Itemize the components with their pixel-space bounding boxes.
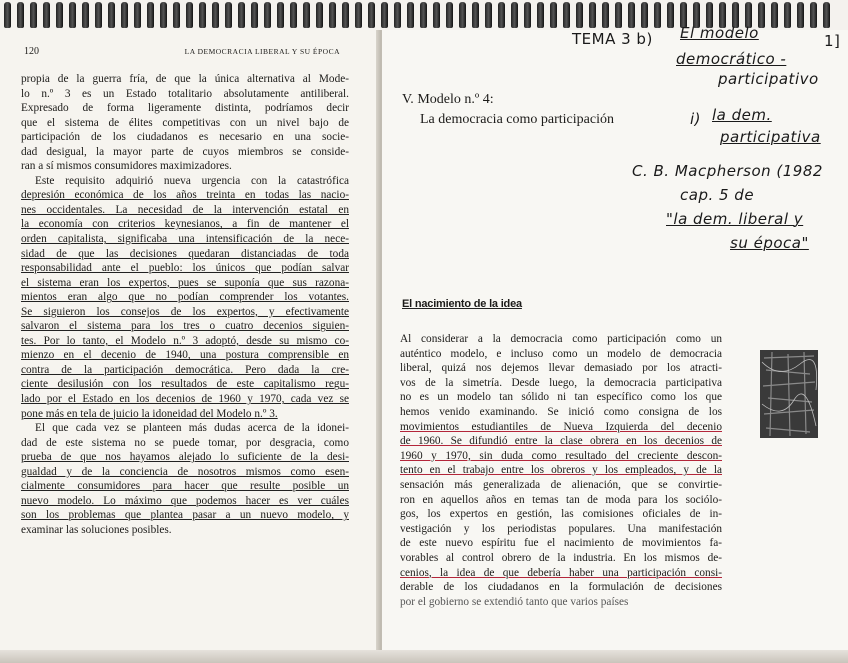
text-line: 1960 y 1970, sin duda como resultado del creciente descon- xyxy=(400,449,722,462)
text-line: propia de la guerra fría, de que la única alternativa al Mode- xyxy=(21,73,349,85)
spiral-coil xyxy=(4,2,11,28)
spiral-coil xyxy=(355,2,362,28)
text-line: responsabilidad ante el pueblo: los únicos que podían salvar xyxy=(21,262,349,275)
spiral-coil xyxy=(810,2,817,28)
text-line: dad de este sistema no se puede tomar, por desgracia, como xyxy=(21,436,349,449)
spiral-coil xyxy=(394,2,401,28)
spiral-coil xyxy=(550,2,557,28)
spiral-coil xyxy=(342,2,349,28)
spiral-coil xyxy=(602,2,609,28)
text-line: de 1960. Se difundió entre la clase obrera en los decenios de xyxy=(400,435,722,448)
spiral-coil xyxy=(82,2,89,28)
text-line: Al considerar a la democracia como participación como un xyxy=(400,333,722,345)
spiral-coil xyxy=(251,2,258,28)
spiral-coil xyxy=(485,2,492,28)
text-line: son los problemas que plantea pasar a un nuevo modelo, y xyxy=(21,509,349,522)
text-line: prueba de que nos hayamos alejado lo suficiente de la desi- xyxy=(21,451,349,464)
text-line: Este requisito adquirió nueva urgencia con la catastrófica xyxy=(35,174,349,187)
left-body-text xyxy=(21,72,349,538)
spiral-coil xyxy=(95,2,102,28)
right-page xyxy=(382,30,848,655)
text-line: Se siguieron los consejos de los expertos, y efectivamente xyxy=(21,305,349,318)
spiral-coil xyxy=(290,2,297,28)
spiral-coil xyxy=(784,2,791,28)
spiral-coil xyxy=(498,2,505,28)
text-line: ciente desilusión con los resultados de este capitalismo regu- xyxy=(21,378,349,391)
note-item-i-text-2: participativa xyxy=(720,128,821,146)
running-title: LA DEMOCRACIA LIBERAL Y SU ÉPOCA xyxy=(184,47,340,56)
spiral-coil xyxy=(303,2,310,28)
note-bracket: 1] xyxy=(824,32,841,50)
running-head xyxy=(24,46,360,57)
ink-stamp-image xyxy=(760,350,818,438)
text-line: vos de la simetría. Desde luego, la democracia participativa xyxy=(400,376,722,389)
text-line: mienzo en el decenio de 1940, una postura comprensible en xyxy=(21,349,349,362)
note-citation-3: "la dem. liberal y xyxy=(666,210,804,228)
text-line: auténtico modelo, e incluso como un modelo de democracia xyxy=(400,347,722,360)
note-tema: TEMA 3 b) xyxy=(572,30,653,48)
spiral-coil xyxy=(30,2,37,28)
text-line: examinar las soluciones posibles. xyxy=(21,523,172,536)
spiral-coil xyxy=(628,2,635,28)
section-title: Modelo n.º 4: xyxy=(417,92,494,107)
spiral-coil xyxy=(186,2,193,28)
spiral-coil xyxy=(108,2,115,28)
text-line: por el gobierno se extendió tanto que varios países xyxy=(400,595,629,608)
note-item-i: i) xyxy=(690,110,702,128)
text-line: mientos eran algo que no podían comprender los votantes. xyxy=(21,291,349,304)
text-line: pone más en tela de juicio la idoneidad del Modelo n.º 3. xyxy=(21,407,278,420)
spiral-coil xyxy=(758,2,765,28)
spiral-coil xyxy=(576,2,583,28)
text-line: ron en aquellos años en temas tan de moda para los sociólo- xyxy=(400,493,722,506)
spiral-coil xyxy=(771,2,778,28)
spiral-coil xyxy=(420,2,427,28)
text-line: derable de los ciudadanos en la formulación de decisiones xyxy=(400,581,722,594)
section-subtitle: La democracia como participación xyxy=(420,112,614,127)
spiral-coil xyxy=(459,2,466,28)
spiral-coil xyxy=(121,2,128,28)
spiral-coil xyxy=(823,2,830,28)
text-line: gos, los expertos en gestión, las comisiones oficiales de in- xyxy=(400,508,722,521)
text-line: sensación más generalizada de alienación, que se convirtie- xyxy=(400,478,722,491)
spiral-coil xyxy=(238,2,245,28)
text-line: tes. Por lo tanto, el Modelo n.º 3 adoptó, desde su mismo co- xyxy=(21,334,349,347)
spiral-coil xyxy=(563,2,570,28)
section-number: V. xyxy=(402,92,414,107)
text-line: no es un modelo tan sólido ni tan específico como los que xyxy=(400,391,722,404)
text-line: gualdad y de la conciencia de nosotros mismos como esen- xyxy=(21,465,349,478)
spiral-coil xyxy=(589,2,596,28)
text-line: dad desigual, la mayor parte de cuyos miembros se conside- xyxy=(21,145,349,158)
section-heading xyxy=(402,90,614,130)
spiral-coil xyxy=(277,2,284,28)
text-line: El que cada vez se planteen más dudas acerca de la idonei- xyxy=(35,422,349,435)
text-line: el sistema eran los expertos, pues se suponía que sus razona- xyxy=(21,276,349,289)
note-citation-2: cap. 5 de xyxy=(680,186,755,204)
text-line: hemos venido examinando. Se inició como consigna de los xyxy=(400,405,722,418)
text-line: participación de los ciudadanos es necesario en una socie- xyxy=(21,131,349,144)
spiral-coil xyxy=(43,2,50,28)
text-line: que el sistema de élites competitivas con un nivel bajo de xyxy=(21,116,349,129)
text-line: cenios, la idea de que debería haber una participación consi- xyxy=(400,566,722,579)
spiral-coil xyxy=(329,2,336,28)
spiral-coil xyxy=(173,2,180,28)
text-line: nuevo modelo. Lo máximo que podemos hacer es ver cuáles xyxy=(21,494,349,507)
spiral-coil xyxy=(56,2,63,28)
left-page xyxy=(0,30,380,655)
text-line: movimientos estudiantiles de Nueva Izquierda del decenio xyxy=(400,420,722,433)
spiral-coil xyxy=(160,2,167,28)
spiral-coil xyxy=(134,2,141,28)
spiral-coil xyxy=(797,2,804,28)
note-tema-title-3: participativo xyxy=(718,70,819,88)
text-line: tento en el trabajo entre los obreros y los empleados, y de la xyxy=(400,464,722,477)
text-line: vorables al control obrero de la industria. En los mismos de- xyxy=(400,551,722,564)
spiral-coil xyxy=(199,2,206,28)
spiral-coil xyxy=(147,2,154,28)
page-number: 120 xyxy=(24,46,39,57)
note-citation-4: su época" xyxy=(730,234,809,252)
page-bottom-edge xyxy=(0,650,848,663)
text-line: la economía con criterios keynesianos, a fin de mantener el xyxy=(21,218,349,231)
text-line: sidad de que las decisiones quedaran distanciadas de toda xyxy=(21,247,349,260)
text-line: salvaron el sistema para los tres o cuatro decenios siguien- xyxy=(21,320,349,333)
note-tema-title-2: democrático - xyxy=(676,50,787,68)
spiral-coil xyxy=(615,2,622,28)
text-line: liberal, quizá nos dejemos llevar demasiado por los atracti- xyxy=(400,362,722,375)
spiral-coil xyxy=(316,2,323,28)
text-line: depresión económica de los años treinta en todas las nacio- xyxy=(21,189,349,202)
spiral-coil xyxy=(524,2,531,28)
spiral-coil xyxy=(69,2,76,28)
note-citation-1: C. B. Macpherson (1982 xyxy=(632,162,823,180)
spiral-coil xyxy=(407,2,414,28)
text-line: Expresado de forma ligeramente distinta, podríamos decir xyxy=(21,102,349,115)
spiral-coil xyxy=(212,2,219,28)
text-line: nes occidentales. La necesidad de la intervención estatal en xyxy=(21,203,349,216)
right-body-text xyxy=(400,332,722,609)
spiral-coil xyxy=(264,2,271,28)
text-line: lado por el Estado en los decenios de 1960 y 1970, cada vez se xyxy=(21,393,349,406)
text-line: de este nuevo espíritu fue el nacimiento de movimientos fa- xyxy=(400,537,722,550)
spiral-coil xyxy=(654,2,661,28)
text-line: lo n.º 3 es un Estado totalitario absolutamente antiliberal. xyxy=(21,87,349,100)
spiral-coil xyxy=(368,2,375,28)
spiral-coil xyxy=(381,2,388,28)
spiral-coil xyxy=(537,2,544,28)
spiral-coil xyxy=(511,2,518,28)
spiral-coil xyxy=(472,2,479,28)
spiral-coil xyxy=(446,2,453,28)
text-line: ran a sí mismos consumidores maximizadores. xyxy=(21,160,232,173)
spiral-coil xyxy=(667,2,674,28)
spiral-coil xyxy=(17,2,24,28)
spiral-coil xyxy=(225,2,232,28)
text-line: cialmente consumidores para hacer que resulte posible un xyxy=(21,480,349,493)
text-line: orden capitalista, significaba una intensificación de la nece- xyxy=(21,233,349,246)
text-line: vestigación y los periodistas populares. Una manifestación xyxy=(400,522,722,535)
text-line: contra de la participación democrática. Pero dada la cre- xyxy=(21,363,349,376)
subheading: El nacimiento de la idea xyxy=(402,298,522,310)
spiral-coil xyxy=(433,2,440,28)
spiral-coil xyxy=(641,2,648,28)
note-item-i-text-1: la dem. xyxy=(712,106,772,124)
note-tema-title-1: El modelo xyxy=(680,24,759,42)
